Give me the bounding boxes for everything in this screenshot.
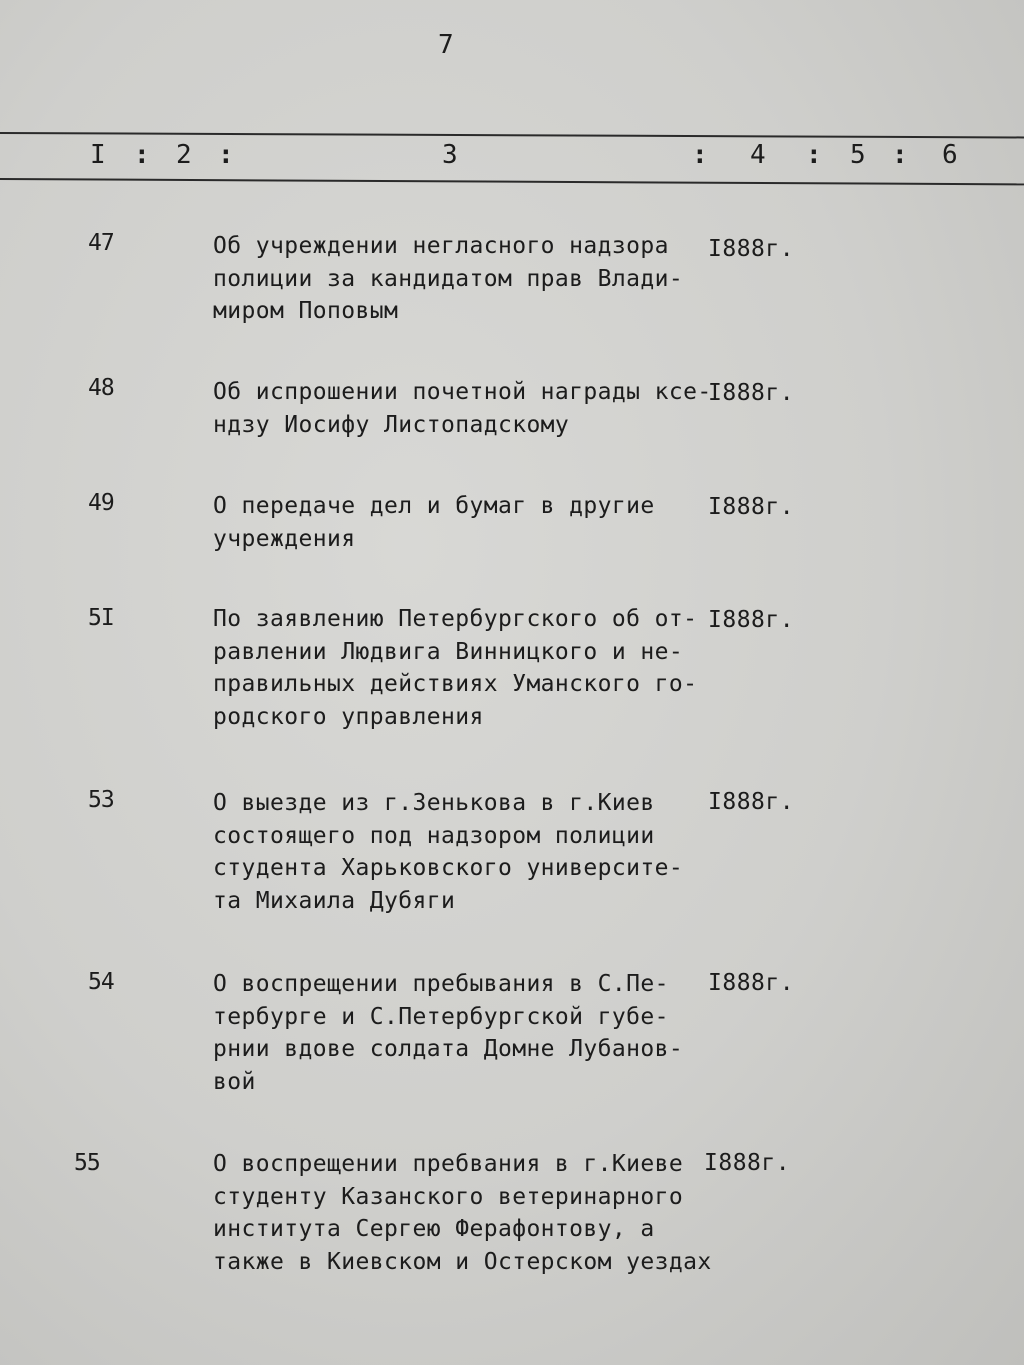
row-year: I888г. bbox=[708, 380, 795, 406]
row-year: I888г. bbox=[708, 970, 795, 996]
row-year: I888г. bbox=[704, 1150, 791, 1176]
row-year: I888г. bbox=[708, 494, 795, 520]
row-year: I888г. bbox=[708, 607, 795, 633]
row-title: О передаче дел и бумаг в другие учреждения bbox=[213, 493, 655, 552]
column-separator: : bbox=[806, 140, 822, 170]
header-bottom-rule bbox=[0, 178, 1024, 185]
column-separator: : bbox=[218, 140, 234, 170]
row-year: I888г. bbox=[708, 789, 795, 815]
column-separator: : bbox=[892, 140, 908, 170]
row-number: 54 bbox=[88, 969, 114, 995]
column-header-2: 2 bbox=[176, 140, 192, 170]
row-number: 49 bbox=[88, 490, 114, 516]
column-header-5: 5 bbox=[850, 140, 866, 170]
column-header-4: 4 bbox=[750, 140, 766, 170]
column-header-1: I bbox=[90, 140, 106, 170]
row-number: 47 bbox=[88, 230, 114, 256]
page-number: 7 bbox=[438, 30, 454, 60]
column-header-6: 6 bbox=[942, 140, 958, 170]
row-number: 53 bbox=[88, 787, 114, 813]
column-separator: : bbox=[692, 140, 708, 170]
row-title: Об испрошении почетной награды кce- ндзу Иосифу Листопадскому bbox=[213, 379, 712, 438]
row-title: Об учреждении негласного надзора полиции за кандидатом прав Влади- миром Поповым bbox=[213, 233, 684, 324]
row-title: По заявлению Петербургского об от- равлении Людвига Винницкого и не- правильных действиях Уманского го- родского управления bbox=[213, 606, 698, 730]
row-number: 5I bbox=[88, 605, 114, 631]
column-separator: : bbox=[134, 140, 150, 170]
row-number: 55 bbox=[74, 1150, 100, 1176]
row-title: О выезде из г.Зенькова в г.Киев состоящего под надзором полиции студента Харьковского университе- та Михаила Дубяги bbox=[213, 790, 684, 914]
header-top-rule bbox=[0, 132, 1024, 138]
row-title: О воспрещении пребвания в г.Киеве студенту Казанского ветеринарного института Сергею Ферафонтову, а также в Киевском и Остерском уездах bbox=[213, 1151, 712, 1275]
row-number: 48 bbox=[88, 375, 114, 401]
column-header-3: 3 bbox=[442, 140, 458, 170]
row-year: I888г. bbox=[708, 236, 795, 262]
row-title: О воспрещении пребывания в С.Пе- тербурге и С.Петербургской губе- рнии вдове солдата Домне Лубанов- вой bbox=[213, 971, 684, 1095]
